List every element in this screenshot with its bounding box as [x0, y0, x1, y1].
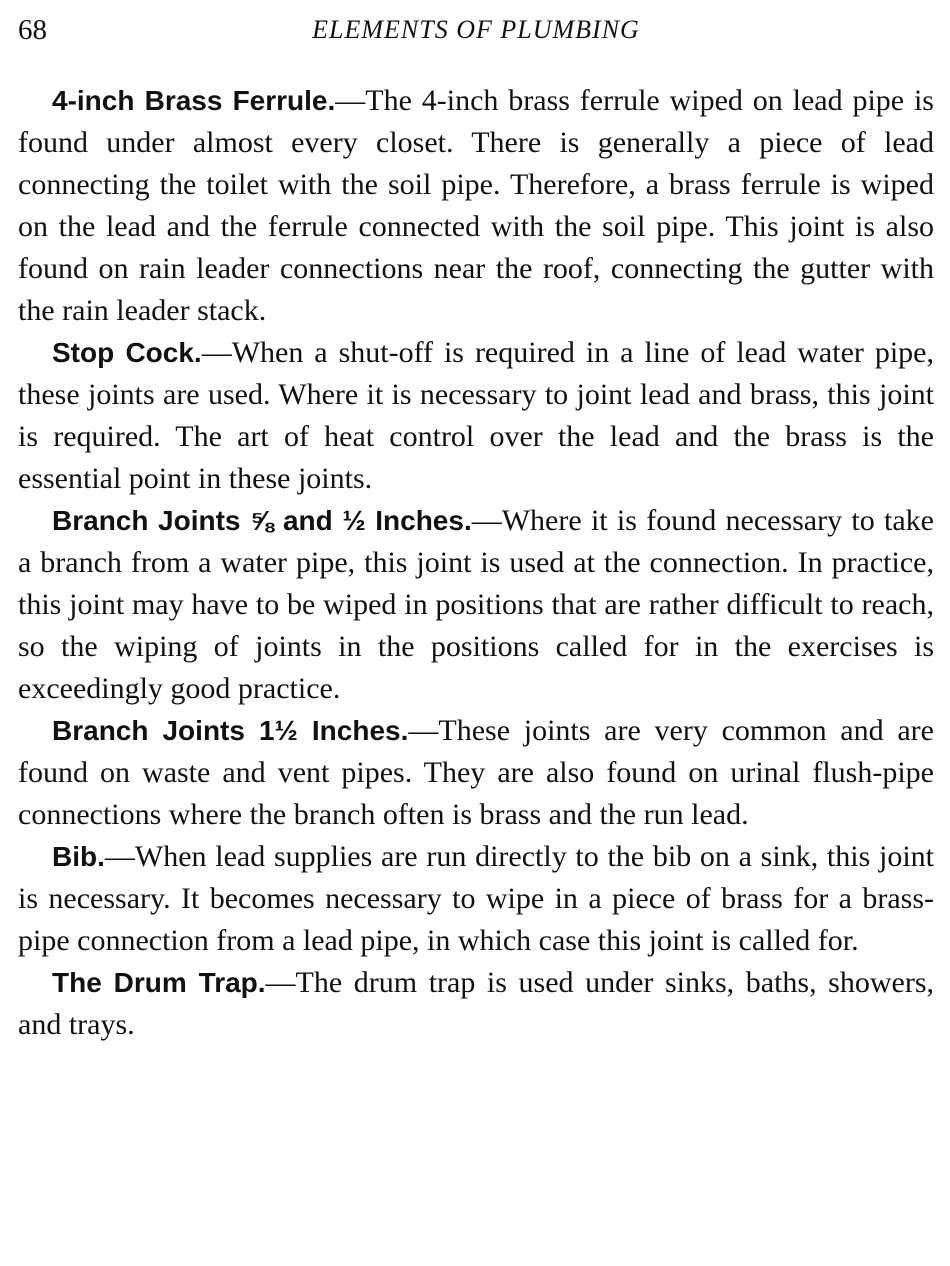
paragraph-text: —The 4-inch brass ferrule wiped on lead pipe is found under almost every closet. There is generally a piece of lead connecting the toilet with the soil pipe. Therefore, a brass ferrule is wiped on the lead and the ferrule connected with the soil pipe. This joint is also found on rain leader connections near the roof, connecting the gutter with the rain leader stack.	[18, 84, 934, 327]
paragraph-brass-ferrule	[18, 80, 934, 332]
running-head: ELEMENTS OF PLUMBING	[312, 15, 640, 44]
paragraph-heading: Stop Cock.	[52, 337, 202, 368]
page-header	[18, 10, 934, 50]
paragraph-heading: The Drum Trap.	[52, 967, 266, 998]
paragraph-heading: Branch Joints 1½ Inches.	[52, 715, 409, 746]
paragraph-text: —When lead supplies are run directly to the bib on a sink, this joint is necessary. It becomes necessary to wipe in a piece of brass for a brass-pipe connection from a lead pipe, in which case this joint is called for.	[18, 840, 934, 957]
paragraph-text: —Where it is found necessary to take a branch from a water pipe, this joint is used at the connection. In practice, this joint may have to be wiped in positions that are rather difficult to reach, so the wiping of joints in the positions called for in the exercises is exceedingly good practice.	[18, 504, 934, 705]
paragraph-branch-joints-small	[18, 500, 934, 710]
paragraph-heading: 4-inch Brass Ferrule.	[52, 85, 336, 116]
paragraph-branch-joints-large	[18, 710, 934, 836]
paragraph-text: —When a shut-off is required in a line of lead water pipe, these joints are used. Where it is necessary to joint lead and brass, this joint is required. The art of heat control over the lead and the brass is the essential point in these joints.	[18, 336, 934, 495]
paragraph-stop-cock	[18, 332, 934, 500]
body-text	[18, 80, 934, 1046]
paragraph-text: —These joints are very common and are found on waste and vent pipes. They are also found on urinal flush-pipe connections where the branch often is brass and the run lead.	[18, 714, 934, 831]
paragraph-drum-trap	[18, 962, 934, 1046]
paragraph-heading: Branch Joints ⅝ and ½ Inches.	[52, 505, 472, 536]
page-number: 68	[18, 14, 47, 46]
paragraph-heading: Bib.	[52, 841, 105, 872]
paragraph-bib	[18, 836, 934, 962]
paragraph-text: —The drum trap is used under sinks, baths, showers, and trays.	[18, 966, 934, 1041]
